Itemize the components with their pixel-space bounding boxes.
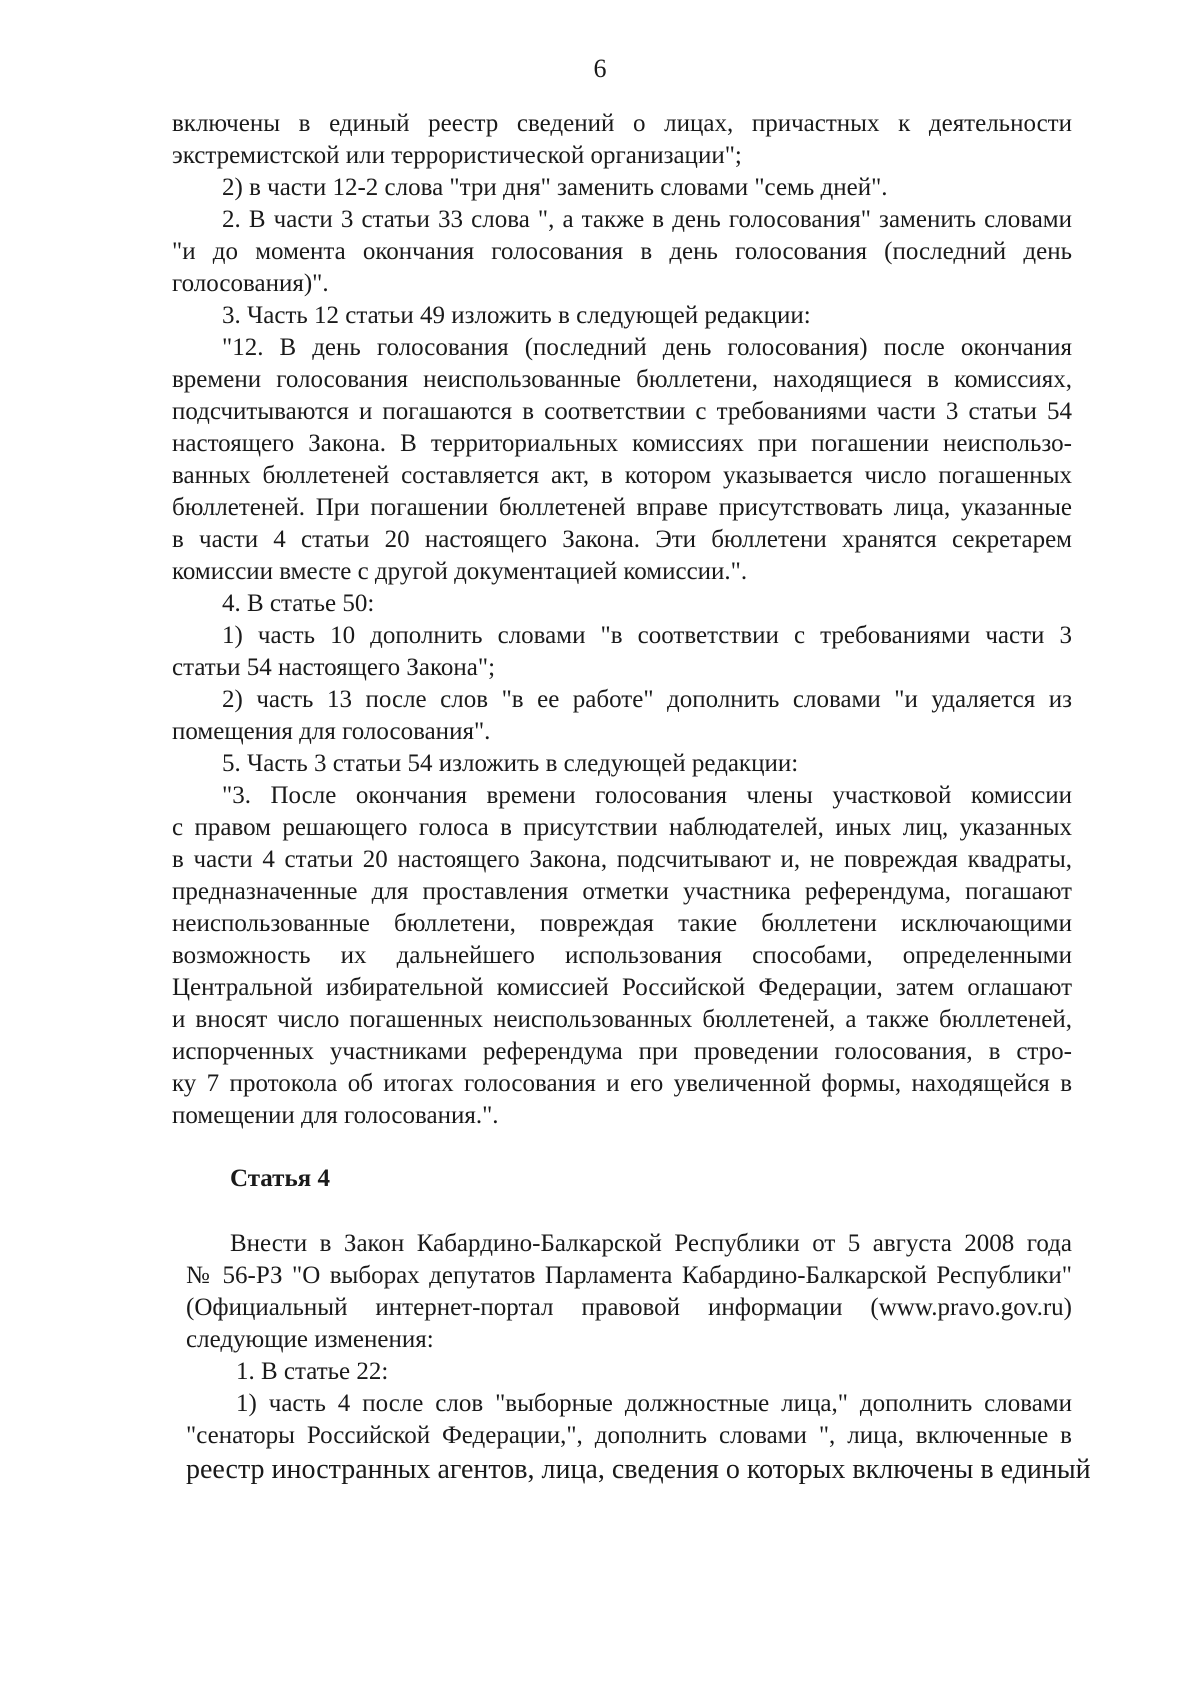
text-line: статьи 54 настоящего Закона";: [172, 654, 496, 681]
text-line: ванных бюллетеней составляется акт, в котором указывается число погашенных: [172, 462, 1072, 489]
text-line: 1) часть 4 после слов "выборные должностные лица," дополнить словами: [236, 1390, 1072, 1417]
text-line: № 56-РЗ "О выборах депутатов Парламента Кабардино-Балкарской Республики": [186, 1262, 1072, 1289]
text-line: с правом решающего голоса в присутствии наблюдателей, иных лиц, указанных: [172, 814, 1072, 841]
text-line: помещении для голосования.".: [172, 1102, 499, 1129]
text-line: ку 7 протокола об итогах голосования и его увеличенной формы, находящейся в: [172, 1070, 1072, 1097]
text-line: комиссии вместе с другой документацией комиссии.".: [172, 558, 748, 585]
text-line: "и до момента окончания голосования в день голосования (последний день: [172, 238, 1072, 265]
text-line: "сенаторы Российской Федерации,", дополнить словами ", лица, включенные в: [186, 1422, 1072, 1449]
text-line: экстремистской или террористической организации";: [172, 142, 742, 169]
text-line: следующие изменения:: [186, 1326, 434, 1353]
text-line: Внести в Закон Кабардино-Балкарской Республики от 5 августа 2008 года: [230, 1230, 1072, 1257]
text-line: и вносят число погашенных неиспользованных бюллетеней, а также бюллетеней,: [172, 1006, 1072, 1033]
text-line: возможность их дальнейшего использования способами, определенными: [172, 942, 1072, 969]
text-line: неиспользованные бюллетени, повреждая такие бюллетени исключающими: [172, 910, 1072, 937]
text-line: в части 4 статьи 20 настоящего Закона, подсчитывают и, не повреждая квадраты,: [172, 846, 1072, 873]
text-line: "3. После окончания времени голосования члены участковой комиссии: [222, 782, 1072, 809]
text-line: реестр иностранных агентов, лица, сведения о которых включены в единый: [186, 1454, 1091, 1485]
text-line: Центральной избирательной комиссией Российской Федерации, затем оглашают: [172, 974, 1072, 1001]
text-line: в части 4 статьи 20 настоящего Закона. Эти бюллетени хранятся секретарем: [172, 526, 1072, 553]
text-line: 4. В статье 50:: [222, 590, 375, 617]
text-line: включены в единый реестр сведений о лицах, причастных к деятельности: [172, 110, 1072, 137]
text-line: настоящего Закона. В территориальных комиссиях при погашении неиспользо-: [172, 430, 1072, 457]
text-line: (Официальный интернет-портал правовой информации (www.pravo.gov.ru): [186, 1294, 1072, 1321]
text-line: 2. В части 3 статьи 33 слова ", а также в день голосования" заменить словами: [222, 206, 1072, 233]
article-heading: Статья 4: [230, 1165, 330, 1192]
text-line: 5. Часть 3 статьи 54 изложить в следующей редакции:: [222, 750, 799, 777]
text-line: испорченных участниками референдума при проведении голосования, в стро-: [172, 1038, 1072, 1065]
text-line: 3. Часть 12 статьи 49 изложить в следующей редакции:: [222, 302, 811, 329]
page-number: 6: [593, 54, 607, 83]
text-line: предназначенные для проставления отметки участника референдума, погашают: [172, 878, 1072, 905]
text-line: помещения для голосования".: [172, 718, 491, 745]
text-line: 2) часть 13 после слов "в ее работе" дополнить словами "и удаляется из: [222, 686, 1072, 713]
text-line: бюллетеней. При погашении бюллетеней вправе присутствовать лица, указанные: [172, 494, 1072, 521]
text-line: голосования)".: [172, 270, 329, 297]
text-line: времени голосования неиспользованные бюллетени, находящиеся в комиссиях,: [172, 366, 1072, 393]
text-line: 1) часть 10 дополнить словами "в соответствии с требованиями части 3: [222, 622, 1072, 649]
text-line: 1. В статье 22:: [236, 1358, 389, 1385]
text-line: 2) в части 12-2 слова "три дня" заменить словами "семь дней".: [222, 174, 888, 201]
text-line: "12. В день голосования (последний день голосования) после окончания: [222, 334, 1072, 361]
text-line: подсчитываются и погашаются в соответствии с требованиями части 3 статьи 54: [172, 398, 1072, 425]
